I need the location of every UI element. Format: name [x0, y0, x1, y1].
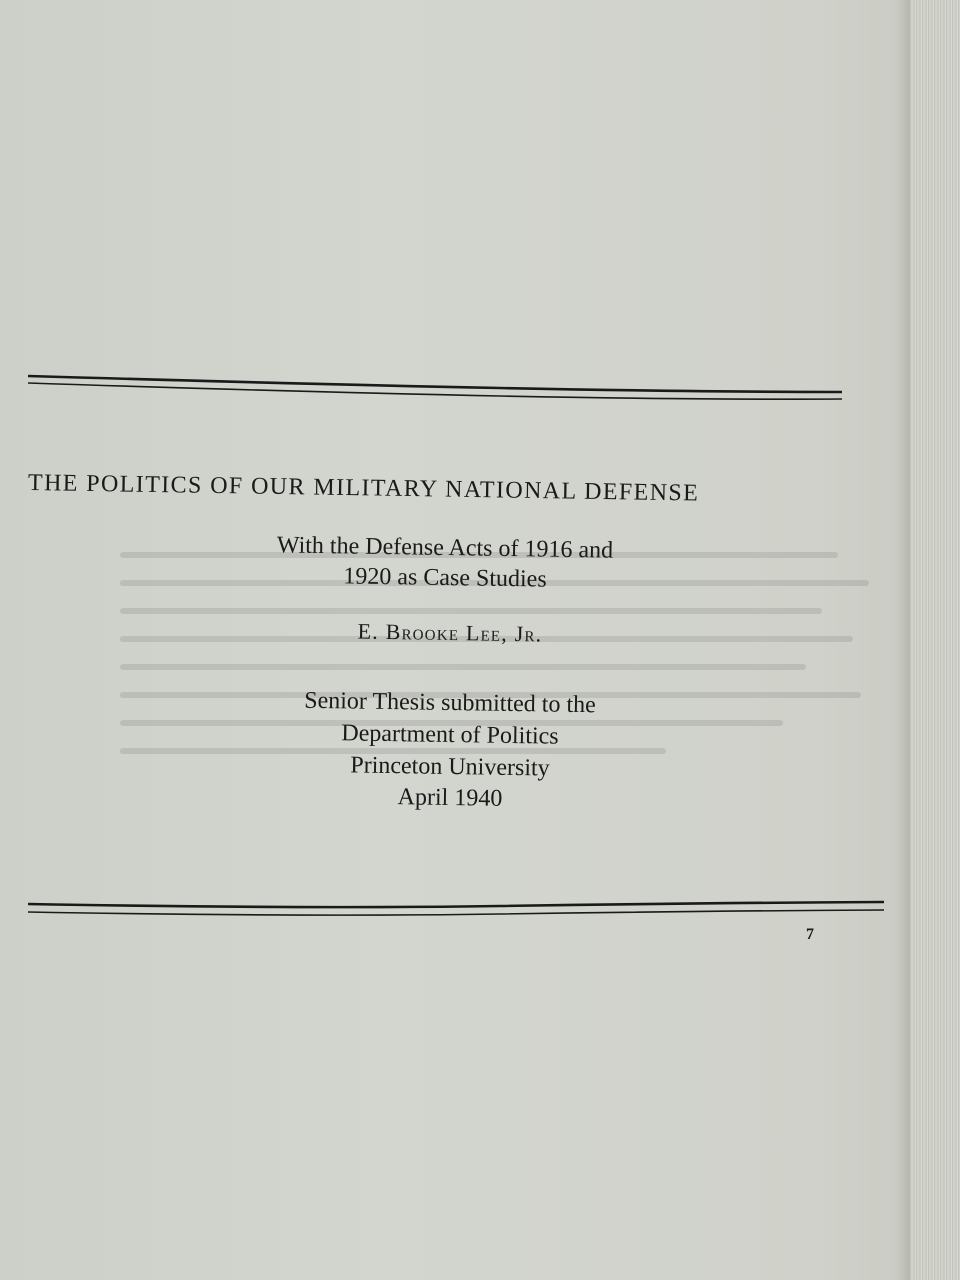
thesis-statement-line-1: Senior Thesis submitted to the — [304, 687, 596, 719]
department-line: Department of Politics — [341, 720, 559, 750]
stacked-page-edges — [910, 0, 960, 1280]
author-name: E. Brooke Lee, Jr. — [357, 618, 543, 647]
page-number: 7 — [806, 926, 814, 943]
subtitle-line-1: With the Defense Acts of 1916 and — [276, 532, 614, 564]
page-edge-shadow — [896, 0, 910, 1280]
date-line: April 1940 — [397, 784, 503, 812]
subtitle-line-2: 1920 as Case Studies — [343, 563, 547, 593]
thesis-title: THE POLITICS OF OUR MILITARY NATIONAL DEFENSE — [27, 470, 700, 507]
university-line: Princeton University — [350, 752, 550, 782]
